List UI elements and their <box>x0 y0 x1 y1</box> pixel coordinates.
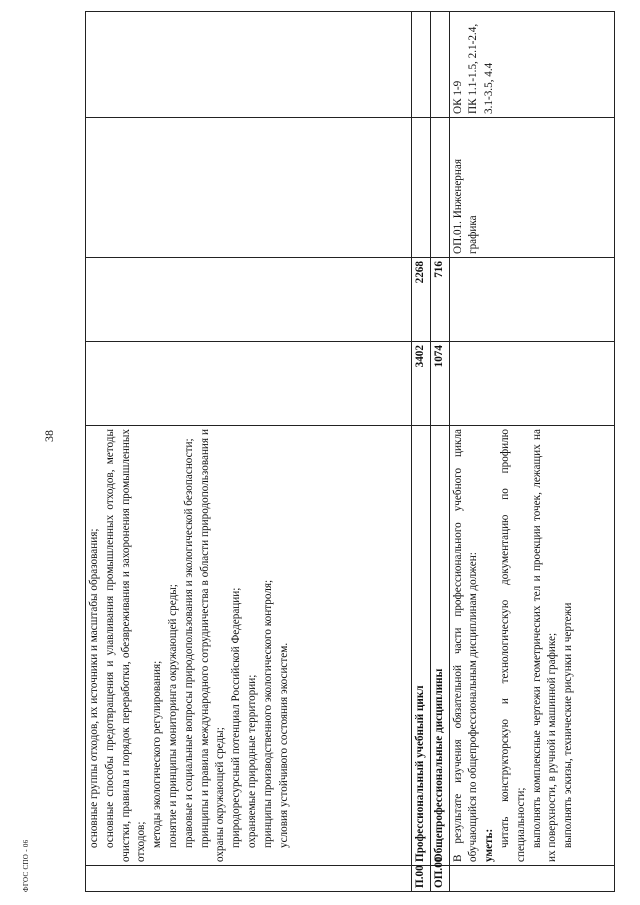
discipline-name <box>430 118 449 258</box>
row-content <box>86 426 412 866</box>
hours-max <box>86 342 412 426</box>
discipline-name <box>86 118 412 258</box>
content-line: принципы производственного экологического контроля; <box>261 579 274 848</box>
competences <box>430 12 449 118</box>
content-line: выполнять комплексные чертежи геометрических тел и проекции точек, лежащих на их поверхности, в ручной и машинной графике; <box>530 429 559 862</box>
hours-max: 3402 <box>412 342 431 426</box>
discipline-name: ОП.01. Инженерная графика <box>449 118 614 258</box>
curriculum-table-wrapper <box>85 12 615 892</box>
content-line: охраняемые природные территории; <box>245 674 258 848</box>
content-line: основные способы предотвращения и улавливания промышленных отходов, методы очистки, правила и порядок переработки, обезвреживания и захоронения промышленных отходов; <box>103 429 148 862</box>
table-row <box>449 12 614 892</box>
row-content <box>449 426 614 866</box>
hours-required <box>86 258 412 342</box>
row-index: П.00 <box>412 866 431 892</box>
hours-required <box>449 258 614 342</box>
table-row <box>412 12 431 892</box>
footer-code: ФГОС СПО - 06 <box>22 839 30 892</box>
discipline-name <box>412 118 431 258</box>
content-line: принципы и правила международного сотрудничества в области природопользования и охраны окружающей среды; <box>198 429 227 862</box>
skills-heading: уметь: <box>483 828 496 862</box>
competences <box>412 12 431 118</box>
hours-max: 1074 <box>430 342 449 426</box>
content-line: природоресурсный потенциал Российской Федерации; <box>230 587 243 848</box>
competences <box>86 12 412 118</box>
content-line: выполнять эскизы, технические рисунки и чертежи <box>562 602 575 848</box>
content-line: основные группы отходов, их источники и масштабы образования; <box>88 528 100 848</box>
content-line: понятие и принципы мониторинга окружающей среды; <box>166 584 179 848</box>
page-number: 38 <box>42 430 56 442</box>
competences: ОК 1-9 ПК 1.1-1.5, 2.1-2.4, 3.1-3.5, 4.4 <box>449 12 614 118</box>
row-index <box>449 866 614 892</box>
table-row <box>430 12 449 892</box>
content-line: методы экологического регулирования; <box>151 660 164 848</box>
hours-max <box>449 342 614 426</box>
content-intro: В результате изучения обязательной части профессионального учебного цикла обучающийся по общепрофессиональным дисциплинам должен: <box>451 429 480 862</box>
row-index <box>86 866 412 892</box>
content-line: условия устойчивого состояния экосистем. <box>277 642 290 848</box>
curriculum-table <box>85 11 615 892</box>
content-line: читать конструкторскую и технологическую документацию по профилю специальности; <box>498 429 527 862</box>
row-index: ОП.00 <box>430 866 449 892</box>
hours-required: 716 <box>430 258 449 342</box>
content-line: правовые и социальные вопросы природопользования и экологической безопасности; <box>182 438 195 848</box>
table-row <box>86 12 412 892</box>
row-title: Профессиональный учебный цикл <box>412 426 431 866</box>
hours-required: 2268 <box>412 258 431 342</box>
row-title: Общепрофессиональные дисциплины <box>430 426 449 866</box>
